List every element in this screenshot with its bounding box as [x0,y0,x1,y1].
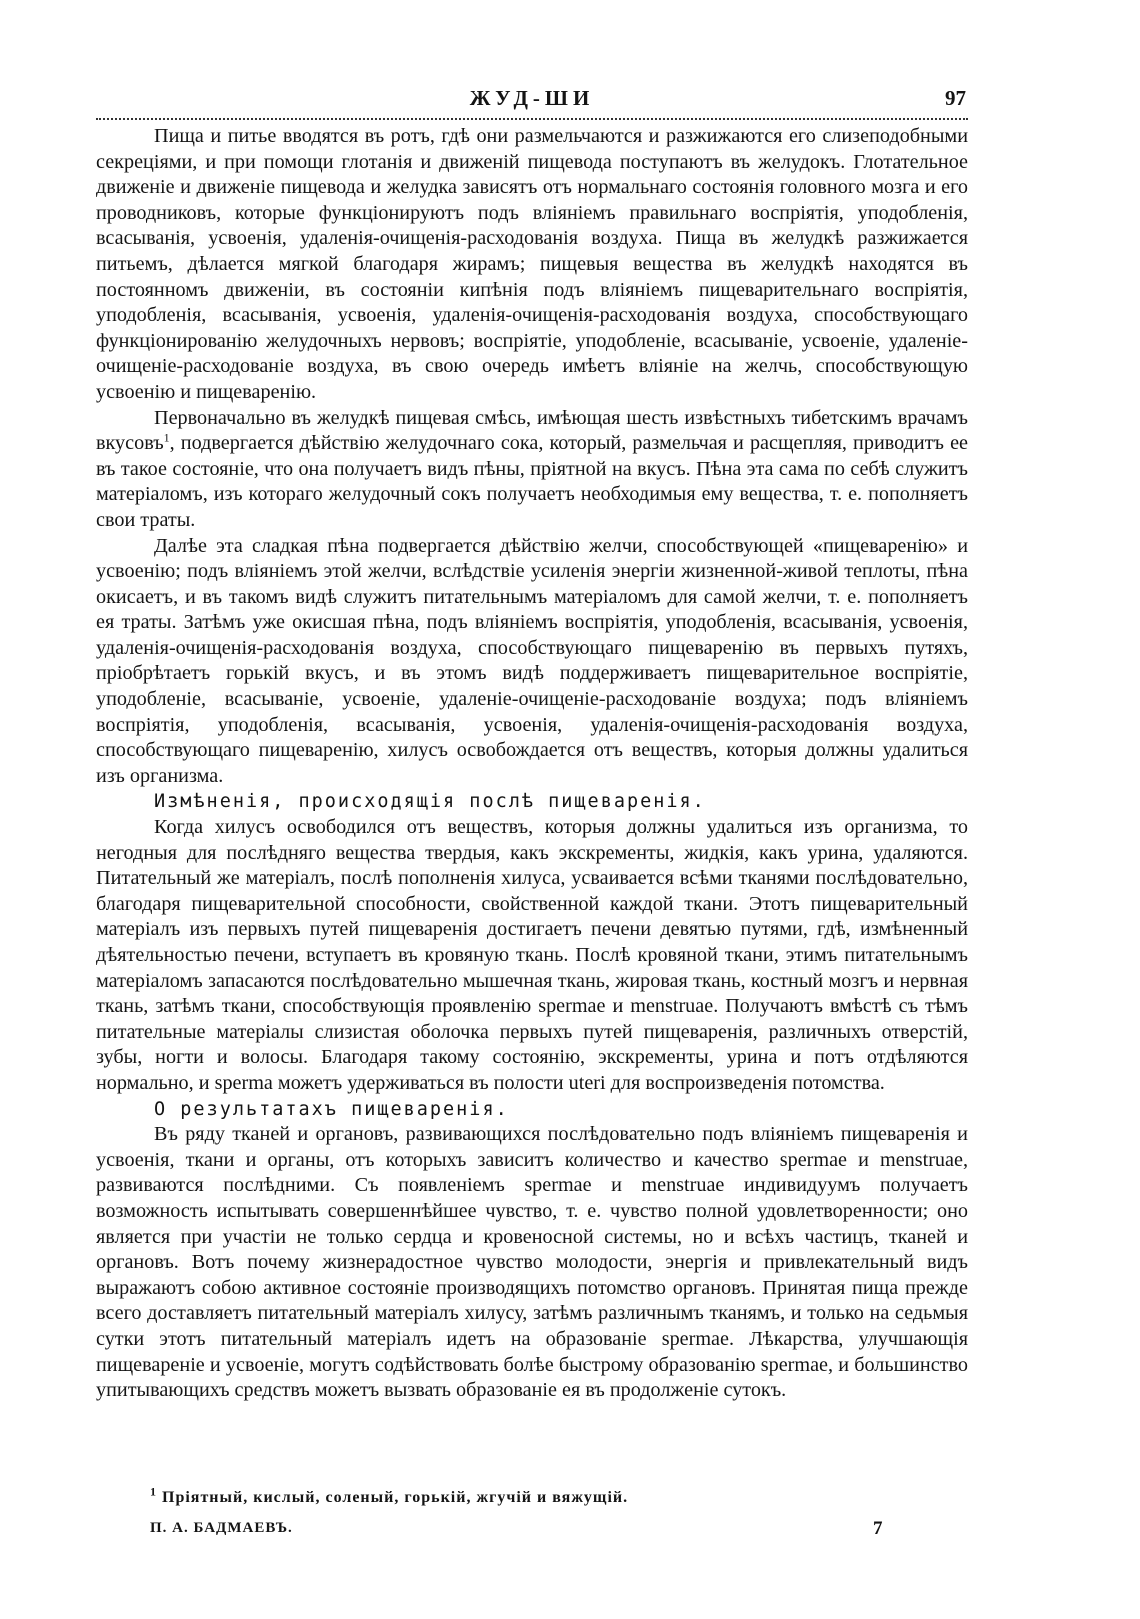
page-header [96,82,968,112]
book-page [96,70,968,1610]
footnote-reference: 1 [163,430,170,445]
printer-signature-mark: П. А. БАДМАЕВЪ. [150,1520,293,1536]
sheet-number: 7 [873,1518,884,1539]
paragraph-3: Далѣе эта сладкая пѣна подвергается дѣйствію желчи, способствующей «пищеваренію» и усвоенію; подъ вліяніемъ этой желчи, вслѣдствіе усиленія энергіи жизненной-живой теплоты, пѣна окисаетъ, и въ такомъ видѣ служитъ питательнымъ матеріаломъ для самой желчи, т. е. пополняетъ ея траты. Затѣмъ уже окисшая пѣна, подъ вліяніемъ воспріятія, уподобленія, всасыванія, усвоенія, удаленія-очищенія-расходованія воздуха, способствующаго пищеваренію въ первыхъ путяхъ, пріобрѣтаетъ горькій вкусъ, и въ этомъ видѣ поддерживаетъ пищеварительное воспріятіе, уподобленіе, всасываніе, усвоеніе, удаленіе-очищеніе-расходованіе воздуха; подъ вліяніемъ воспріятія, уподобленія, всасыванія, усвоенія, удаленія-очищенія-расходованія воздуха, способствующаго пищеваренію, хилусъ освобождается отъ веществъ, которыя должны удалиться изъ организма. [96,534,968,787]
paragraph-2-start: Первоначально въ желудкѣ пищевая смѣсь, имѣющая шесть извѣстныхъ тибетскимъ врачамъ вкусовъ [96,406,968,455]
paragraph-5: Въ ряду тканей и органовъ, развивающихся послѣдовательно подъ вліяніемъ пищеваренія и усвоенія, ткани и органы, отъ которыхъ зависитъ количество и качество spermae и menstruae, развиваются послѣдними. Съ появленіемъ spermae и menstruae индивидуумъ получаетъ возможность испытывать совершеннѣйшее чувство, т. е. чувство полной удовлетворенности; оно является при участіи не только сердца и кровеносной системы, но и всѣхъ частицъ, тканей и органовъ. Вотъ почему жизнерадостное чувство молодости, энергія и привлекательный видъ выражаютъ собою активное состояніе производящихъ потомство органовъ. Принятая пища прежде всего доставляетъ питательный матеріалъ хилусу, затѣмъ различнымъ тканямъ, и только на седьмыя сутки этотъ питательный матеріалъ идетъ на образованіе spermae. Лѣкарства, улучшающія пищевареніе и усвоеніе, могутъ содѣйствовать болѣе быстрому образованію spermae, и большинство упитывающихъ средствъ можетъ вызвать образованіе ея въ продолженіе сутокъ. [96,1123,968,1402]
paragraph-1: Пища и питье вводятся въ ротъ, гдѣ они размельчаются и разжижаются его слизеподобными секреціями, и при помощи глотанія и движеній пищевода поступаютъ въ желудокъ. Глотательное движеніе и движеніе пищевода и желудка зависятъ отъ нормальнаго состоянія головного мозга и его проводниковъ, которые функціонируютъ подъ вліяніемъ правильнаго воспріятія, уподобленія, всасыванія, усвоенія, удаленія-очищенія-расходованія воздуха. Пища въ желудкѣ разжижается питьемъ, дѣлается мягкой благодаря жирамъ; пищевыя вещества въ желудкѣ находятся въ постоянномъ движеніи, въ состояніи кипѣнія подъ вліяніемъ пищеварительнаго воспріятія, уподобленія, всасыванія, усвоенія, удаленія-очищенія-расходованія воздуха, способствующаго функціонированію желудочныхъ нервовъ; воспріятіе, уподобленіе, всасываніе, усвоеніе, удаленіе-очищеніе-расходованіе воздуха, въ свою очередь имѣетъ вліяніе на желчь, способствующую усвоенію и пищеваренію. [96,125,968,403]
footnote-marker: 1 [150,1484,157,1499]
paragraph-2 [96,406,968,534]
paragraph-4: Когда хилусъ освободился отъ веществъ, которыя должны удалиться изъ организма, то негодныя для послѣдняго вещества твердыя, какъ экскременты, жидкія, какъ урина, удаляются. Питательный же матеріалъ, послѣ пополненія хилуса, усваивается всѣми тканями послѣдовательно, благодаря пищеварительной способности, свойственной каждой ткани. Этотъ пищеварительный матеріалъ изъ первыхъ путей пищеваренія достигаетъ печени девятью путями, гдѣ, измѣненный дѣятельностью печени, вступаетъ въ кровяную ткань. Послѣ кровяной ткани, этимъ питательнымъ матеріаломъ запасаются послѣдовательно мышечная ткань, жировая ткань, костный мозгъ и нервная ткань, затѣмъ ткани, способствующія проявленію spermae и menstruae. Получаютъ вмѣстѣ съ тѣмъ питательные матеріалы слизистая оболочка первыхъ путей пищеваренія, различныхъ отверстій, зубы, ногти и волосы. Благодаря такому состоянію, экскременты, урина и потъ отдѣляются нормально, и sperma можетъ удерживаться въ полости uteri для воспроизведенія потомства. [96,816,968,1094]
footnote-text: Пріятный, кислый, соленый, горькій, жгучій и вяжущій. [157,1489,629,1506]
page-footer [150,1520,968,1544]
section-heading-changes-after-digestion: Измѣненія, происходящія послѣ пищеваренія. [154,791,706,813]
section-heading-results-of-digestion: О результатахъ пищеваренія. [154,1098,509,1120]
body-text [96,124,968,1404]
running-head: ЖУД-ШИ [469,86,595,110]
page-number: 97 [945,86,966,110]
header-rule [96,118,968,120]
paragraph-2-end: , подвергается дѣйствію желудочнаго сока, который, размельчая и расщепляя, приводитъ ее въ такое состояніе, что она получаетъ видъ пѣны, пріятной на вкусъ. Пѣна эта сама по себѣ служитъ матеріаломъ, изъ котораго желудочный сокъ получаетъ необходимыя ему вещества, т. е. пополняетъ свои траты. [96,432,968,531]
footnote [150,1484,629,1507]
